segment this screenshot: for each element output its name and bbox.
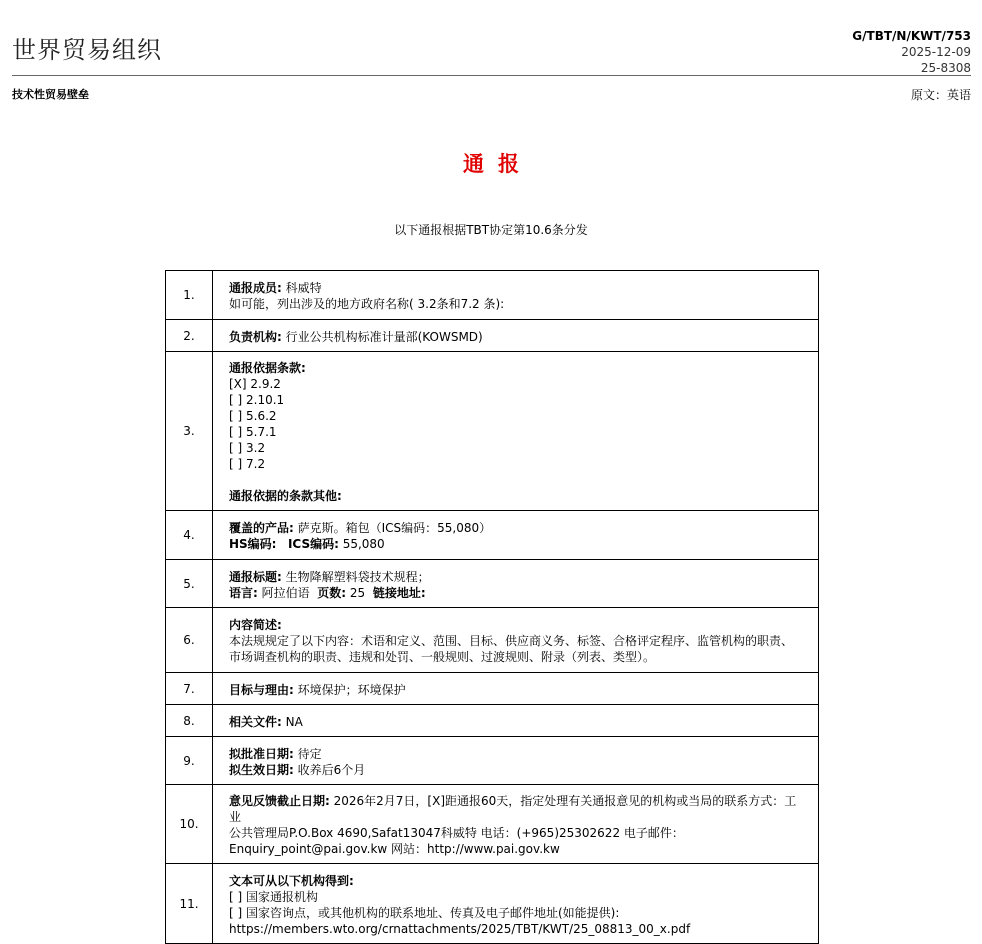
table-row — [166, 608, 819, 673]
field-label: 通报成员: — [229, 281, 282, 295]
row-content — [213, 785, 819, 864]
row-content — [213, 737, 819, 785]
field-label: 通报依据的条款其他: — [229, 489, 342, 503]
field-value: 生物降解塑料袋技术规程； — [281, 569, 430, 584]
table-row — [166, 705, 819, 737]
table-row — [166, 511, 819, 560]
field-label: 拟批准日期: — [229, 746, 294, 761]
field-label: ICS编码: — [287, 537, 339, 551]
field-value: 本法规规定了以下内容：术语和定义、范围、目标、供应商义务、标签、合格评定程序、监管机构的职责、 — [229, 634, 794, 648]
field-value: 市场调查机构的职责、违规和处罚、一般规则、过渡规则、附录（列表、类型）。 — [229, 650, 656, 664]
row-content — [213, 320, 819, 352]
field-note: 如可能，列出涉及的地方政府名称( 3.2条和7.2 条): — [229, 297, 505, 311]
row-number: 7. — [166, 673, 213, 705]
checkbox-option: [ ] 国家咨询点，或其他机构的联系地址、传真及电子邮件地址(如能提供): — [229, 905, 620, 920]
row-content — [213, 560, 819, 608]
notification-table — [165, 270, 819, 944]
field-label: 通报标题: — [229, 569, 282, 584]
field-value: 萨克斯。箱包（ICS编码：55,080） — [293, 521, 492, 535]
field-label: 语言: — [229, 585, 258, 600]
field-label: 意见反馈截止日期: — [229, 794, 330, 808]
row-number: 6. — [166, 608, 213, 673]
checkbox-option: [X] 2.9.2 — [229, 377, 281, 391]
row-content — [213, 705, 819, 737]
document-meta — [852, 28, 971, 76]
document-symbol: G/TBT/N/KWT/753 — [852, 29, 971, 43]
notice-intro: 以下通报根据TBT协定第10.6条分发 — [394, 223, 588, 237]
table-row — [166, 864, 819, 944]
field-value: 收养后6个月 — [293, 762, 366, 777]
original-language: 原文：英语 — [910, 88, 971, 102]
checkbox-option: [ ] 3.2 — [229, 441, 266, 455]
header-divider — [12, 75, 971, 76]
committee-name: 技术性贸易壁垒 — [12, 88, 89, 101]
field-label: 页数: — [317, 585, 347, 600]
row-number: 9. — [166, 737, 213, 785]
row-number: 1. — [166, 271, 213, 320]
field-label: 通报依据条款: — [229, 361, 306, 375]
row-content — [213, 352, 819, 511]
row-number: 4. — [166, 511, 213, 560]
field-value: 2026年2月7日，[X]距通报60天，指定处理有关通报意见的机构或当局的联系方式：工业 — [229, 794, 797, 824]
field-value: 待定 — [293, 746, 322, 761]
table-row — [166, 352, 819, 511]
field-label: 文本可从以下机构得到: — [229, 873, 354, 888]
field-label: 相关文件: — [229, 714, 282, 729]
table-row — [166, 560, 819, 608]
row-content — [213, 608, 819, 673]
field-label: 链接地址: — [372, 585, 426, 600]
field-value: 环境保护；环境保护 — [293, 682, 406, 697]
table-row — [166, 673, 819, 705]
row-content — [213, 511, 819, 560]
row-content — [213, 864, 819, 944]
field-label: 负责机构: — [229, 329, 282, 344]
field-value: 科威特 — [281, 281, 322, 295]
checkbox-option: [ ] 5.6.2 — [229, 409, 277, 423]
field-value: 25 — [346, 585, 366, 600]
document-number: 25-8308 — [920, 61, 971, 75]
table-row — [166, 737, 819, 785]
row-number: 10. — [166, 785, 213, 864]
checkbox-option: [ ] 2.10.1 — [229, 393, 285, 407]
field-value: NA — [281, 714, 303, 729]
checkbox-option: [ ] 5.7.1 — [229, 425, 277, 439]
field-value: 行业公共机构标准计量部(KOWSMD) — [281, 329, 483, 344]
row-number: 11. — [166, 864, 213, 944]
field-label: HS编码: — [229, 537, 277, 551]
field-label: 内容简述: — [229, 618, 282, 632]
row-number: 3. — [166, 352, 213, 511]
field-value: Enquiry_point@pai.gov.kw 网站：http://www.pai.gov.kw — [229, 842, 560, 856]
checkbox-option: [ ] 国家通报机构 — [229, 889, 318, 904]
field-value: 55,080 — [338, 537, 385, 551]
row-number: 2. — [166, 320, 213, 352]
notice-title: 通报 — [463, 152, 533, 176]
field-value: 公共管理局P.O.Box 4690,Safat13047科威特 电话：(+965)25302622 电子邮件： — [229, 826, 684, 840]
org-title: 世界贸易组织 — [12, 36, 162, 64]
checkbox-option: [ ] 7.2 — [229, 457, 266, 471]
row-content — [213, 271, 819, 320]
field-label: 拟生效日期: — [229, 762, 294, 777]
row-content — [213, 673, 819, 705]
document-link[interactable]: https://members.wto.org/crnattachments/2025/TBT/KWT/25_08813_00_x.pdf — [229, 921, 691, 936]
field-label: 目标与理由: — [229, 682, 294, 697]
row-number: 8. — [166, 705, 213, 737]
table-row — [166, 271, 819, 320]
table-row — [166, 785, 819, 864]
row-number: 5. — [166, 560, 213, 608]
document-date: 2025-12-09 — [901, 45, 971, 59]
field-value: 阿拉伯语 — [257, 585, 310, 600]
table-row — [166, 320, 819, 352]
field-label: 覆盖的产品: — [229, 521, 294, 535]
